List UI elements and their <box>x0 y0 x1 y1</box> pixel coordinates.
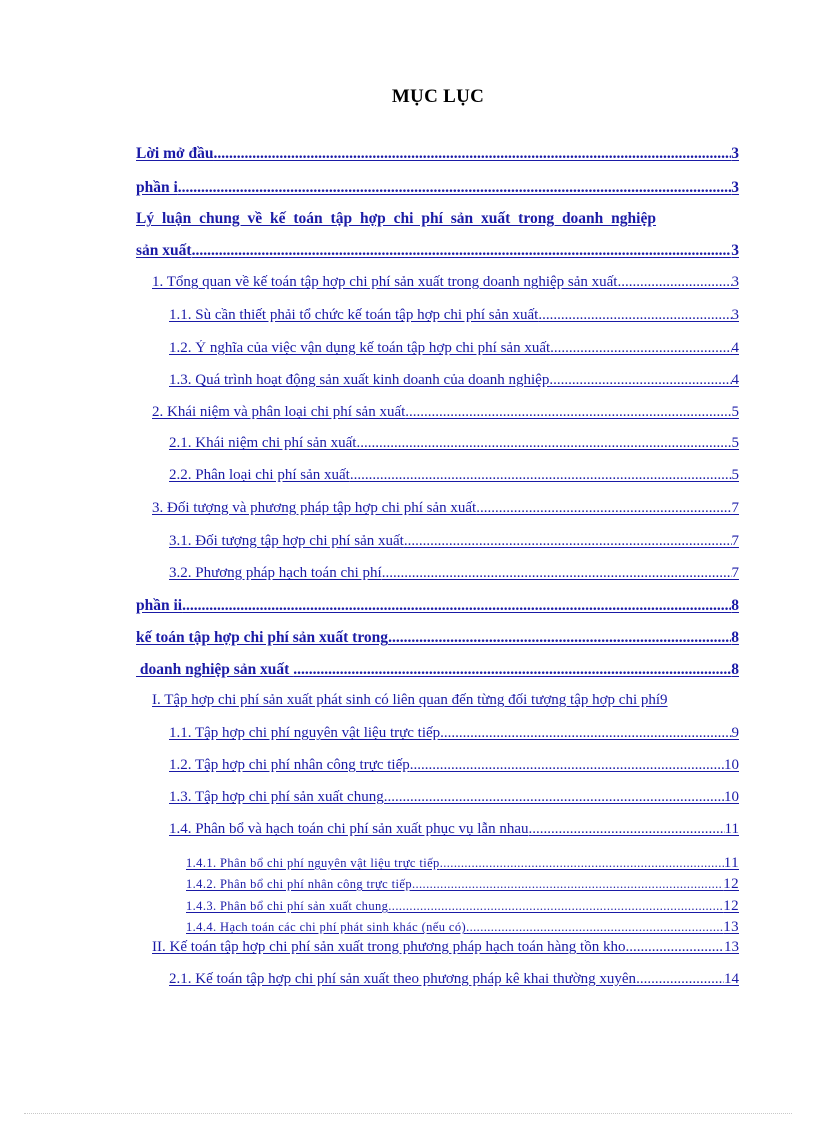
toc-entry-1-3[interactable]: 1.3. Quá trình hoạt động sản xuất kinh doanh của doanh nghiệp ..... 4 <box>169 372 739 389</box>
toc-entry-3[interactable]: 3. Đối tượng và phương pháp tập hợp chi phí sản xuất ..... 7 <box>152 500 739 517</box>
toc-entry-1-1[interactable]: 1.1. Sù cần thiết phải tổ chức kế toán tập hợp chi phí sản xuất ..... 3 <box>169 307 739 324</box>
toc-entry-1[interactable]: 1. Tổng quan về kế toán tập hợp chi phí sản xuất trong doanh nghiệp sản xuất ..... 3 <box>152 274 739 291</box>
page-bottom-border <box>24 1113 792 1114</box>
toc-entry-doanh-nghiep-san-xuat[interactable]: doanh nghiệp sản xuất ..... 8 <box>136 661 739 679</box>
toc-entry-1-4-1[interactable]: 1.4.1. Phân bổ chi phí nguyên vật liệu trực tiếp ..... 11 <box>186 855 739 872</box>
toc-entry-2-2[interactable]: 2.2. Phân loại chi phí sản xuất ..... 5 <box>169 467 739 484</box>
toc-entry-1-2[interactable]: 1.2. Ý nghĩa của việc vận dụng kế toán tập hợp chi phí sản xuất ..... 4 <box>169 340 739 357</box>
toc-entry-ly-luan-chung[interactable]: Lý luận chung về kế toán tập hợp chi phí sản xuất trong doanh nghiệp <box>136 210 656 227</box>
toc-entry-2[interactable]: 2. Khái niệm và phân loại chi phí sản xuất ..... 5 <box>152 404 739 421</box>
toc-entry-phan-i[interactable]: phần i ..... 3 <box>136 179 739 197</box>
toc-entry-1-4-2[interactable]: 1.4.2. Phân bổ chi phí nhân công trực tiếp ..... 12 <box>186 876 739 893</box>
toc-entry-II[interactable]: II. Kế toán tập hợp chi phí sản xuất trong phương pháp hạch toán hàng tồn kho ..... 13 <box>152 939 739 956</box>
toc-entry-2-1[interactable]: 2.1. Khái niệm chi phí sản xuất ..... 5 <box>169 435 739 452</box>
toc-title: MỤC LỤC <box>391 86 485 107</box>
toc-entry-loi-mo-dau[interactable]: Lời mở đầu ..... 3 <box>136 145 739 163</box>
toc-entry-3-1[interactable]: 3.1. Đối tượng tập hợp chi phí sản xuất ..... 7 <box>169 533 739 550</box>
toc-entry-II-2-1[interactable]: 2.1. Kế toán tập hợp chi phí sản xuất theo phương pháp kê khai thường xuyên ..... 14 <box>169 971 739 988</box>
toc-entry-I[interactable]: I. Tập hợp chi phí sản xuất phát sinh có liên quan đến từng đối tượng tập hợp chi phí 9 <box>152 692 668 708</box>
toc-entry-I-1-4[interactable]: 1.4. Phân bổ và hạch toán chi phí sản xuất phục vụ lẫn nhau ..... 11 <box>169 821 739 838</box>
toc-entry-I-1-1[interactable]: 1.1. Tập hợp chi phí nguyên vật liệu trực tiếp ..... 9 <box>169 725 739 742</box>
toc-entry-I-1-2[interactable]: 1.2. Tập hợp chi phí nhân công trực tiếp ..... 10 <box>169 757 739 774</box>
toc-entry-I-1-3[interactable]: 1.3. Tập hợp chi phí sản xuất chung ..... 10 <box>169 789 739 806</box>
toc-entry-3-2[interactable]: 3.2. Phương pháp hạch toán chi phí ..... 7 <box>169 565 739 582</box>
toc-entry-1-4-3[interactable]: 1.4.3. Phân bổ chi phí sản xuất chung ..... 12 <box>186 898 739 915</box>
toc-entry-ke-toan-tap-hop[interactable]: kế toán tập hợp chi phí sản xuất trong ..... 8 <box>136 629 739 647</box>
toc-entry-san-xuat[interactable]: sản xuất ..... 3 <box>136 242 739 260</box>
toc-entry-phan-ii[interactable]: phần ii ..... 8 <box>136 597 739 615</box>
toc-entry-1-4-4[interactable]: 1.4.4. Hạch toán các chi phí phát sinh khác (nếu có) ..... 13 <box>186 919 739 936</box>
